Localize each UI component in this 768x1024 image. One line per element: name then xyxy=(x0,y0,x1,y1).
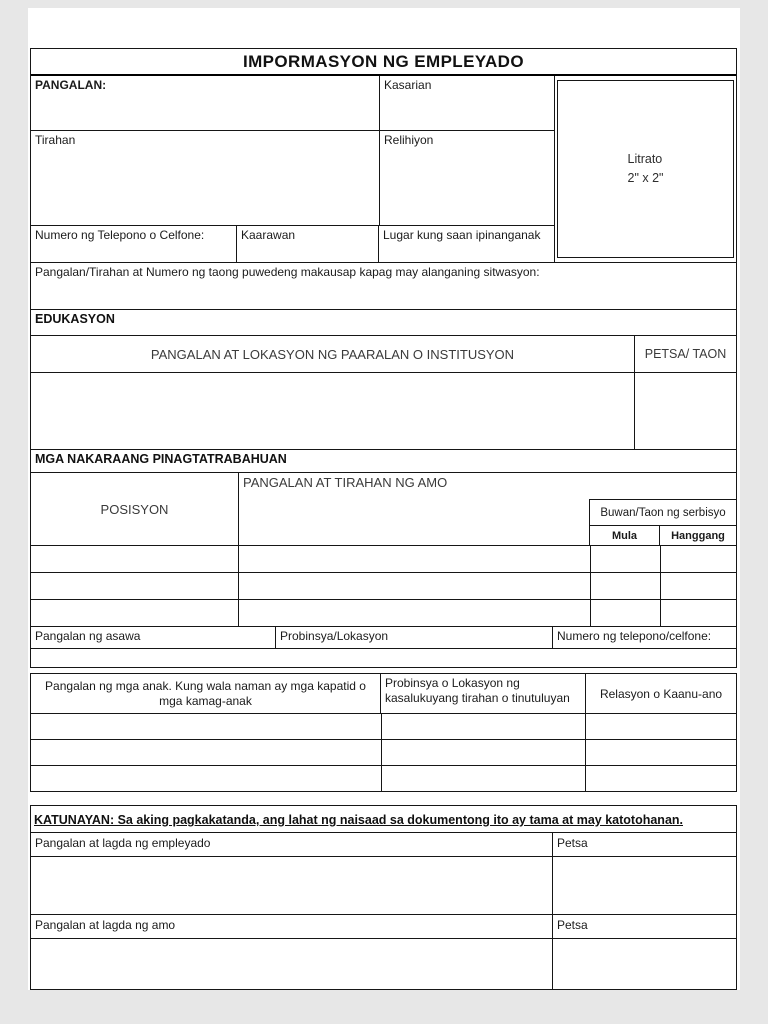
serbisyo-subheader-row xyxy=(590,526,736,545)
certification-row xyxy=(31,806,736,833)
anak-entry-field[interactable] xyxy=(31,740,382,765)
employer-signature-blank-row xyxy=(31,939,736,989)
anak-header-label: Pangalan ng mga anak. Kung wala naman ay mga kapatid o mga kamag-anak xyxy=(45,678,366,708)
work-history-row xyxy=(31,600,736,627)
tirahan-label: Tirahan xyxy=(35,133,76,147)
personal-info-section xyxy=(31,76,736,263)
hanggang-entry-field[interactable] xyxy=(661,546,736,572)
children-row xyxy=(31,740,736,766)
serbisyo-header-cell xyxy=(590,473,736,545)
kasarian-label: Kasarian xyxy=(384,78,432,92)
employee-signature-blank-row xyxy=(31,857,736,915)
education-section-label: EDUKASYON xyxy=(35,312,115,326)
petsa-taon-header-label: PETSA/ TAON xyxy=(644,347,727,361)
photo-box-label xyxy=(628,150,664,189)
amo-header-cell xyxy=(239,473,590,545)
employee-signature-label: Pangalan at lagda ng empleyado xyxy=(31,833,553,856)
kaarawan-label: Kaarawan xyxy=(241,228,296,242)
certification-table xyxy=(30,805,737,990)
employee-signature-label-row xyxy=(31,833,736,857)
emergency-contact-label: Pangalan/Tirahan at Numero ng taong puwedeng makausap kapag may alanganing sitwasyon: xyxy=(35,265,540,279)
litrato-size-label: 2" x 2" xyxy=(627,171,664,185)
work-history-row xyxy=(31,546,736,573)
petsa-label-2: Petsa xyxy=(557,918,588,932)
mula-entry-field[interactable] xyxy=(591,546,661,572)
asawa-label: Pangalan ng asawa xyxy=(35,629,141,643)
probinsya-label: Probinsya/Lokasyon xyxy=(280,629,389,643)
education-section-cell xyxy=(31,310,736,335)
school-entry-field[interactable] xyxy=(31,373,635,449)
posisyon-header-label: POSISYON xyxy=(100,501,169,517)
hanggang-entry-field[interactable] xyxy=(661,573,736,599)
relasyon-entry-field[interactable] xyxy=(586,766,736,791)
certification-statement: KATUNAYAN: Sa aking pagkakatanda, ang lahat ng naisaad sa dokumentong ito ay tama at may katotohanan. xyxy=(34,813,683,827)
tirahan-header-cell xyxy=(381,674,586,713)
children-header-row xyxy=(31,674,736,714)
employer-signature-field[interactable] xyxy=(31,939,553,989)
kasarian-field[interactable] xyxy=(380,76,554,130)
petsa-taon-entry-field[interactable] xyxy=(635,373,736,449)
petsa-taon-header-cell xyxy=(635,336,736,372)
employer-signature-label: Pangalan at lagda ng amo xyxy=(31,915,553,938)
probinsya-field[interactable] xyxy=(276,627,553,648)
telepono-field[interactable] xyxy=(31,226,237,262)
relasyon-entry-field[interactable] xyxy=(586,740,736,765)
employee-petsa-field[interactable] xyxy=(553,857,736,914)
work-history-section-label: MGA NAKARAANG PINAGTATRABAHUAN xyxy=(35,452,287,466)
education-entry-row xyxy=(31,373,736,450)
work-history-section-row xyxy=(31,450,736,473)
school-header-label: PANGALAN AT LOKASYON NG PAARALAN O INSTITUSYON xyxy=(150,346,515,362)
tirahan-entry-field[interactable] xyxy=(382,714,586,739)
lugar-kapanganakan-field[interactable] xyxy=(379,226,554,262)
education-header-row xyxy=(31,336,736,373)
posisyon-entry-field[interactable] xyxy=(31,573,239,599)
mula-entry-field[interactable] xyxy=(591,573,661,599)
spouse-entry-field[interactable] xyxy=(31,649,736,667)
children-row xyxy=(31,766,736,791)
posisyon-entry-field[interactable] xyxy=(31,600,239,626)
work-history-section-cell xyxy=(31,450,736,472)
serbisyo-header-label: Buwan/Taon ng serbisyo xyxy=(590,500,736,526)
kaarawan-field[interactable] xyxy=(237,226,379,262)
relihiyon-label: Relihiyon xyxy=(384,133,434,147)
tirahan-field[interactable] xyxy=(31,131,380,225)
name-gender-row xyxy=(31,76,554,131)
form-title: IMPORMASYON NG EMPLEYADO xyxy=(242,51,524,71)
lugar-kapanganakan-label: Lugar kung saan ipinanganak xyxy=(383,228,541,242)
hanggang-header-label: Hanggang xyxy=(671,529,725,542)
amo-entry-field[interactable] xyxy=(239,600,591,626)
hanggang-entry-field[interactable] xyxy=(661,600,736,626)
title-row xyxy=(31,49,736,76)
spouse-row xyxy=(31,627,736,649)
posisyon-entry-field[interactable] xyxy=(31,546,239,572)
tirahan-entry-field[interactable] xyxy=(382,766,586,791)
relasyon-header-cell xyxy=(586,674,736,713)
mula-header-label: Mula xyxy=(590,526,660,545)
spouse-telepono-field[interactable] xyxy=(553,627,736,648)
employee-signature-field[interactable] xyxy=(31,857,553,914)
tirahan-header-label: Probinsya o Lokasyon ng kasalukuyang tirahan o tinutuluyan xyxy=(385,676,570,705)
relasyon-entry-field[interactable] xyxy=(586,714,736,739)
main-form-table xyxy=(30,48,737,668)
asawa-field[interactable] xyxy=(31,627,276,648)
anak-entry-field[interactable] xyxy=(31,714,382,739)
spouse-telepono-label: Numero ng telepono/celfone: xyxy=(557,629,712,643)
relihiyon-field[interactable] xyxy=(380,131,554,225)
children-table xyxy=(30,673,737,792)
school-header-cell xyxy=(31,336,635,372)
pangalan-field[interactable] xyxy=(31,76,380,130)
tirahan-entry-field[interactable] xyxy=(382,740,586,765)
amo-entry-field[interactable] xyxy=(239,546,591,572)
photo-column xyxy=(555,76,736,262)
petsa-label-1: Petsa xyxy=(557,836,588,850)
address-religion-row xyxy=(31,131,554,226)
work-history-row xyxy=(31,573,736,600)
employer-signature-label-row xyxy=(31,915,736,939)
employer-petsa-field[interactable] xyxy=(553,939,736,989)
amo-header-label: PANGALAN AT TIRAHAN NG AMO xyxy=(243,475,448,490)
children-row xyxy=(31,714,736,740)
mula-entry-field[interactable] xyxy=(591,600,661,626)
phone-birthday-row xyxy=(31,226,554,262)
anak-entry-field[interactable] xyxy=(31,766,382,791)
work-history-header-row xyxy=(31,473,736,546)
photo-box[interactable] xyxy=(557,80,734,258)
employee-form-page xyxy=(28,8,740,990)
litrato-label: Litrato xyxy=(627,151,663,166)
telepono-label: Numero ng Telepono o Celfone: xyxy=(35,228,205,242)
amo-entry-field[interactable] xyxy=(239,573,591,599)
pangalan-label: PANGALAN: xyxy=(35,78,107,92)
education-section-row xyxy=(31,310,736,336)
serbisyo-header-box xyxy=(589,499,736,545)
emergency-contact-field[interactable] xyxy=(31,263,736,310)
emergency-contact-cell xyxy=(31,263,736,309)
anak-header-cell xyxy=(31,674,381,713)
relasyon-header-label: Relasyon o Kaanu-ano xyxy=(599,686,723,701)
personal-left-columns xyxy=(31,76,555,262)
posisyon-header-cell xyxy=(31,473,239,545)
